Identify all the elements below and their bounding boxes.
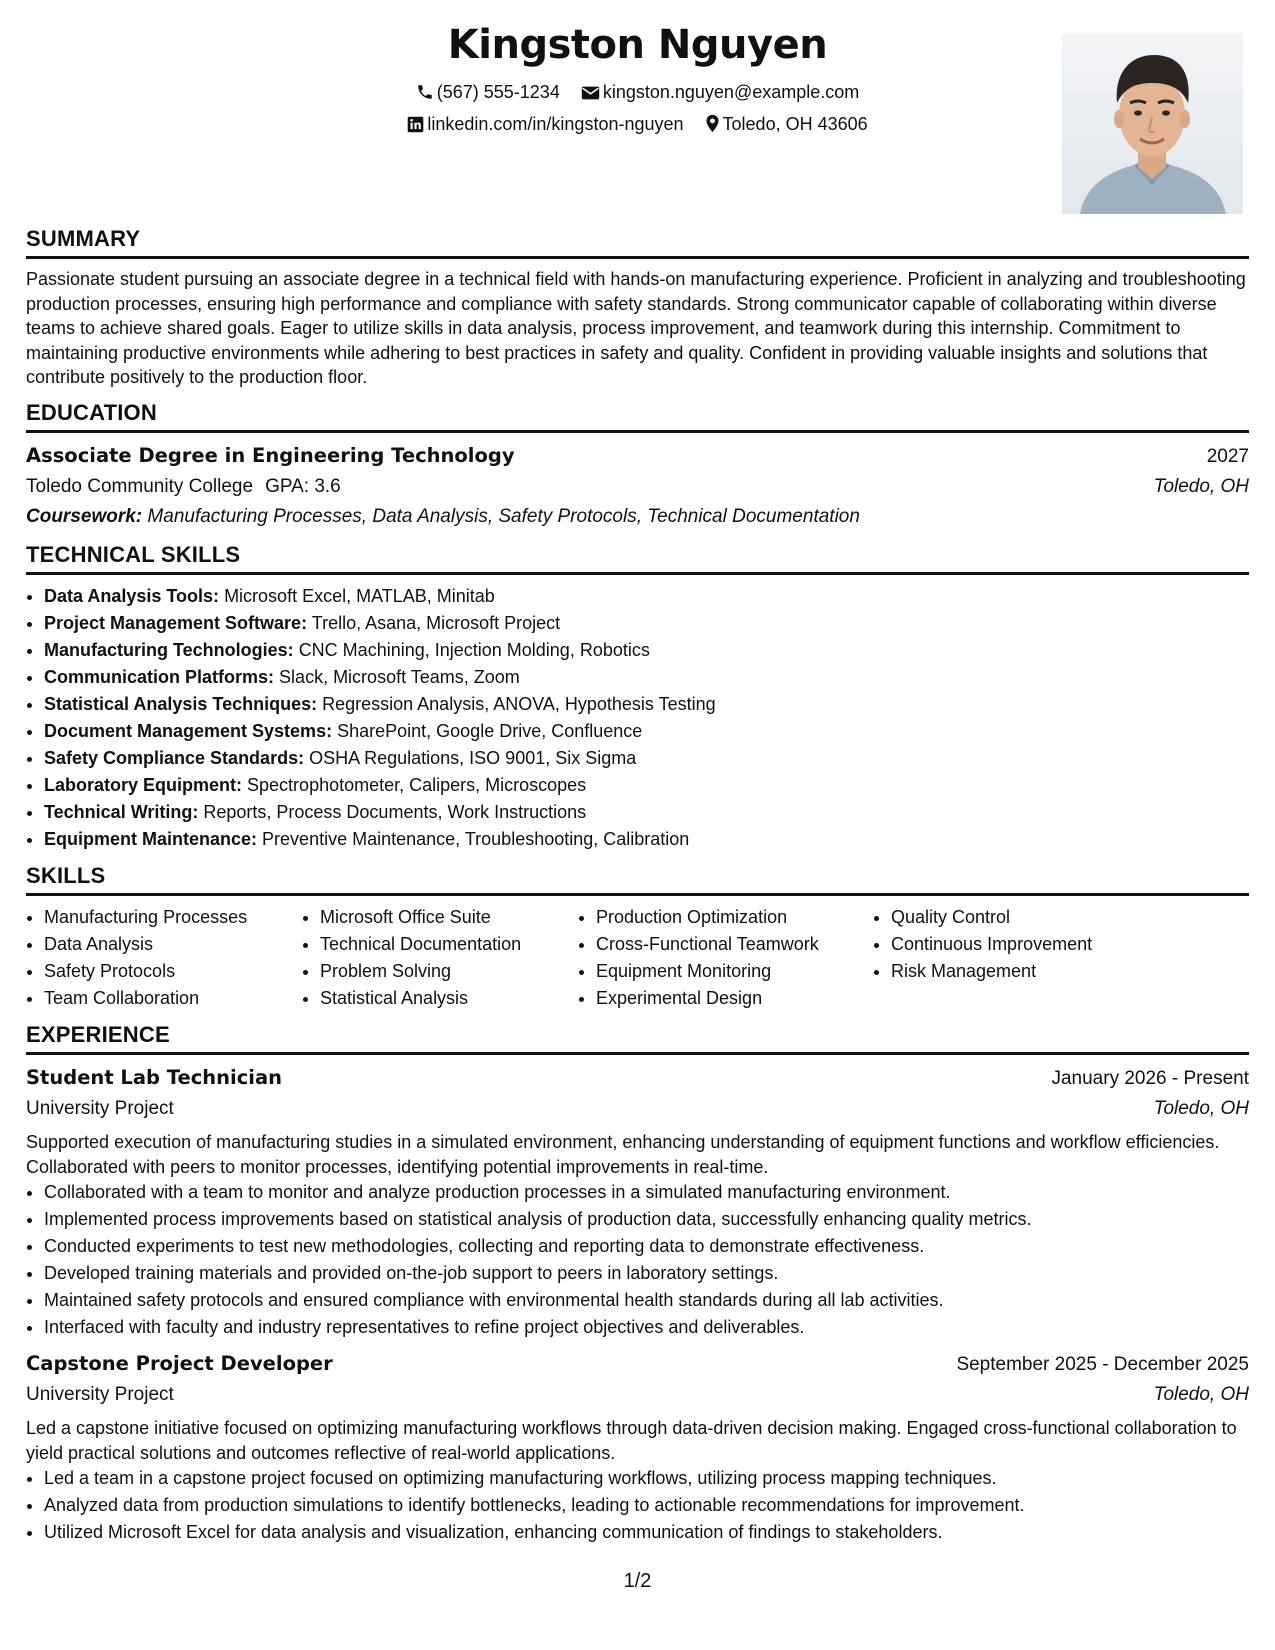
- envelope-icon: [581, 85, 600, 101]
- skills-section: [26, 863, 1249, 1012]
- skill-value: OSHA Regulations, ISO 9001, Six Sigma: [309, 747, 637, 768]
- list-item: • Experimental Design: [596, 985, 873, 1012]
- technical-skills-list: [26, 583, 1249, 853]
- skill-label: Manufacturing Technologies:: [44, 639, 294, 660]
- summary-heading: SUMMARY: [26, 226, 1249, 259]
- skill-label: Document Management Systems:: [44, 720, 333, 741]
- skills-grid: [26, 904, 1249, 1012]
- email-text: kingston.nguyen@example.com: [602, 82, 860, 103]
- list-item: • Data Analysis: [44, 931, 302, 958]
- phone-text: (567) 555-1234: [436, 82, 560, 103]
- list-item: • Statistical Analysis: [320, 985, 578, 1012]
- education-heading: EDUCATION: [26, 400, 1249, 433]
- list-item: • Conducted experiments to test new methodologies, collecting and reporting data to demonstrate effectiveness.: [44, 1233, 1249, 1260]
- job-summary: Supported execution of manufacturing studies in a simulated environment, enhancing understanding of equipment functions and workflow efficiencies. Collaborated with peers to monitor processes, identifying potential improvements in real-time.: [26, 1131, 1220, 1177]
- skill-label: Technical Writing:: [44, 801, 199, 822]
- list-item: • Implemented process improvements based on statistical analysis of production data, successfully enhancing quality metrics.: [44, 1206, 1249, 1233]
- list-item: • Continuous Improvement: [891, 931, 1191, 958]
- list-item: [44, 745, 1249, 772]
- skills-column-2: [302, 904, 578, 1012]
- skills-column-1: [26, 904, 302, 1012]
- list-item: • Technical Documentation: [320, 931, 578, 958]
- skill-value: Trello, Asana, Microsoft Project: [311, 612, 561, 633]
- gpa: GPA: 3.6: [265, 475, 341, 497]
- list-item: • Utilized Microsoft Excel for data analysis and visualization, enhancing communication of findings to stakeholders.: [44, 1519, 1249, 1546]
- experience-entry-1: [26, 1063, 1249, 1341]
- summary-text: Passionate student pursuing an associate degree in a technical field with hands-on manufacturing experience. Proficient in analyzing and troubleshooting production processes, ensuring high performance and compliance with safety standards. Strong communicator capable of collaborating within diverse teams to achieve shared goals. Eager to utilize skills in data analysis, process improvement, and teamwork during this internship. Commitment to maintaining productive environments while adhering to best practices in safety and quality. Confident in providing valuable insights and solutions that contribute positively to the production floor.: [26, 269, 1246, 388]
- linkedin-text: linkedin.com/in/kingston-nguyen: [427, 114, 684, 135]
- job-title: Capstone Project Developer: [26, 1352, 333, 1376]
- skill-label: Communication Platforms:: [44, 666, 275, 687]
- job-summary: Led a capstone initiative focused on optimizing manufacturing workflows through data-driven decision making. Engaged cross-functional collaboration to yield practical solutions and outcomes reflective of real-world applications.: [26, 1418, 1237, 1463]
- school-info: [26, 472, 341, 502]
- list-item: [44, 610, 1249, 637]
- job-org: University Project: [26, 1097, 174, 1119]
- job-bullets: [26, 1179, 1249, 1341]
- graduation-year: 2027: [1206, 445, 1249, 467]
- list-item: • Safety Protocols: [44, 958, 302, 985]
- list-item: [44, 664, 1249, 691]
- coursework-list: Manufacturing Processes, Data Analysis, Safety Protocols, Technical Documentation: [147, 505, 860, 527]
- job-dates: September 2025 - December 2025: [956, 1354, 1249, 1376]
- list-item: • Collaborated with a team to monitor and analyze production processes in a simulated manufacturing environment.: [44, 1179, 1249, 1206]
- resume-content: [26, 226, 1249, 1556]
- list-item: • Developed training materials and provided on-the-job support to peers in laboratory settings.: [44, 1260, 1249, 1287]
- list-item: • Equipment Monitoring: [596, 958, 873, 985]
- experience-heading: EXPERIENCE: [26, 1022, 1249, 1055]
- list-item: • Problem Solving: [320, 958, 578, 985]
- skill-label: Equipment Maintenance:: [44, 828, 258, 849]
- job-org: University Project: [26, 1384, 174, 1406]
- job-header: [26, 1349, 1249, 1380]
- skills-column-3: [578, 904, 873, 1012]
- coursework-label: Coursework:: [26, 505, 143, 527]
- skill-value: Spectrophotometer, Calipers, Microscopes: [247, 774, 587, 795]
- experience-section: [26, 1022, 1249, 1546]
- list-item: [44, 718, 1249, 745]
- job-dates: January 2026 - Present: [1051, 1067, 1249, 1089]
- list-item: • Led a team in a capstone project focused on optimizing manufacturing workflows, utilizing process mapping techniques.: [44, 1465, 1249, 1492]
- education-row-1: [26, 441, 1249, 472]
- job-title: Student Lab Technician: [26, 1065, 282, 1089]
- linkedin-icon: [407, 116, 424, 133]
- list-item: • Cross-Functional Teamwork: [596, 931, 873, 958]
- skill-value: Preventive Maintenance, Troubleshooting, Calibration: [262, 828, 690, 849]
- portrait-image: [1062, 33, 1243, 214]
- skill-value: Reports, Process Documents, Work Instructions: [203, 801, 587, 822]
- list-item: • Microsoft Office Suite: [320, 904, 578, 931]
- skill-value: Slack, Microsoft Teams, Zoom: [279, 666, 520, 687]
- degree-title: Associate Degree in Engineering Technology: [26, 443, 515, 467]
- page-number: 1/2: [623, 1570, 652, 1592]
- education-row-2: [26, 472, 1249, 502]
- map-pin-icon: [705, 114, 720, 133]
- summary-section: [26, 226, 1249, 390]
- list-item: • Maintained safety protocols and ensured compliance with environmental health standards during all lab activities.: [44, 1287, 1249, 1314]
- job-location: Toledo, OH: [1153, 1097, 1249, 1119]
- skill-label: Safety Compliance Standards:: [44, 747, 305, 768]
- technical-skills-section: [26, 542, 1249, 853]
- experience-entry-2: [26, 1349, 1249, 1546]
- list-item: • Risk Management: [891, 958, 1191, 985]
- job-subheader: [26, 1380, 1249, 1410]
- contact-phone: [416, 81, 560, 103]
- skill-label: Project Management Software:: [44, 612, 308, 633]
- skill-value: SharePoint, Google Drive, Confluence: [337, 720, 643, 741]
- skill-value: Microsoft Excel, MATLAB, Minitab: [224, 585, 495, 606]
- technical-skills-heading: TECHNICAL SKILLS: [26, 542, 1249, 575]
- list-item: [44, 637, 1249, 664]
- phone-icon: [416, 83, 434, 101]
- skill-label: Statistical Analysis Techniques:: [44, 693, 318, 714]
- school-location: Toledo, OH: [1153, 475, 1249, 497]
- skills-heading: SKILLS: [26, 863, 1249, 896]
- skill-value: Regression Analysis, ANOVA, Hypothesis Testing: [322, 693, 716, 714]
- list-item: [44, 772, 1249, 799]
- location-text: Toledo, OH 43606: [722, 114, 868, 135]
- list-item: • Interfaced with faculty and industry representatives to refine project objectives and deliverables.: [44, 1314, 1249, 1341]
- job-bullets: [26, 1465, 1249, 1546]
- education-section: [26, 400, 1249, 532]
- contact-location: [705, 113, 868, 135]
- list-item: [44, 583, 1249, 610]
- list-item: [44, 799, 1249, 826]
- list-item: • Quality Control: [891, 904, 1191, 931]
- list-item: • Team Collaboration: [44, 985, 302, 1012]
- contact-email: [581, 81, 859, 103]
- skill-label: Laboratory Equipment:: [44, 774, 243, 795]
- contact-linkedin: [407, 113, 683, 135]
- candidate-name: Kingston Nguyen: [447, 22, 828, 68]
- job-subheader: [26, 1094, 1249, 1124]
- skills-column-4: [873, 904, 1191, 1012]
- list-item: [44, 691, 1249, 718]
- list-item: • Production Optimization: [596, 904, 873, 931]
- list-item: [44, 826, 1249, 853]
- list-item: • Manufacturing Processes: [44, 904, 302, 931]
- list-item: • Analyzed data from production simulations to identify bottlenecks, leading to actionable recommendations for improvement.: [44, 1492, 1249, 1519]
- school-name: Toledo Community College: [26, 475, 254, 497]
- skill-value: CNC Machining, Injection Molding, Robotics: [298, 639, 650, 660]
- job-header: [26, 1063, 1249, 1094]
- profile-photo: [1062, 33, 1243, 214]
- job-location: Toledo, OH: [1153, 1384, 1249, 1406]
- coursework: [26, 502, 1249, 532]
- skill-label: Data Analysis Tools:: [44, 585, 220, 606]
